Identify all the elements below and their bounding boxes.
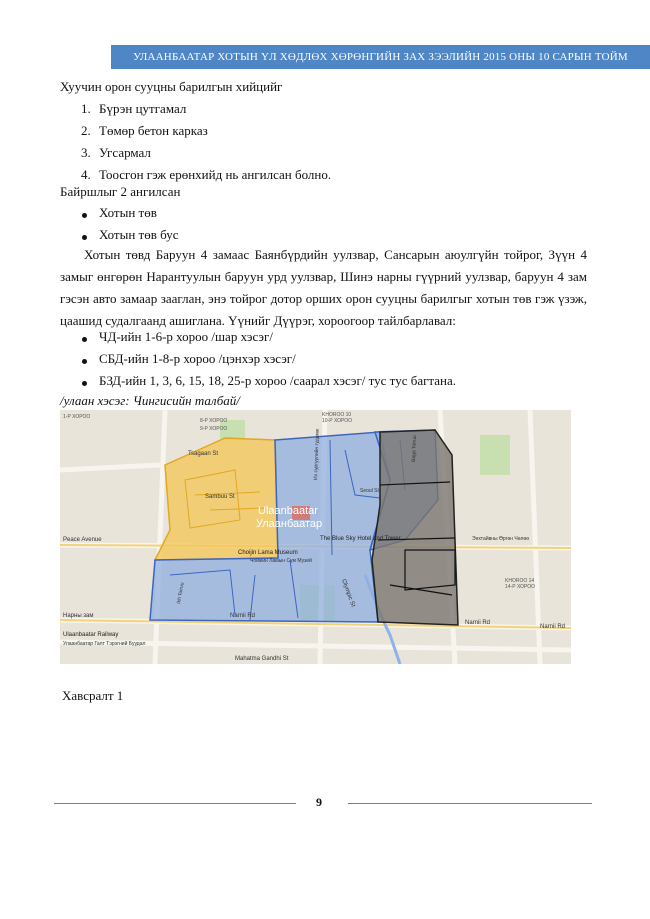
list-item: Угсармал: [99, 145, 151, 160]
area-label: KHOROO 10: [322, 412, 352, 418]
section1-heading: Хуучин орон сууцны барилгын хийцийг: [60, 79, 283, 94]
road-label: Peace Avenue: [63, 537, 102, 543]
city-label-en: Ulaanbaatar: [258, 505, 318, 517]
body-paragraph: Хотын төвд Баруун 4 замаас Баянбүрдийн уулзвар, Сансарын аюулгүйн тойрог, Зүүн 4 замыг өнгөрөн Нарантуулын баруун урд уулзвар, Шинэ нарны гүүрний уулзвар, баруун 4 зам гэсэн авто замаар зааглан, энэ тойрог дотор орших орон сууцны барилгыг хотын төв гэж үзэж, цаашид судалгаанд ашиглана. Үүнийг Дүүрэг, хороогоор тайлбарлавал:: [60, 247, 587, 328]
poi-label: Чойжин Ламын Сүм Музей: [250, 558, 312, 564]
list-item: Төмөр бетон карказ: [99, 123, 208, 138]
road-label: Ikh Toiruu: [176, 582, 186, 605]
road-label: Narnii Rd: [540, 624, 566, 630]
header-title: УЛААНБААТАР ХОТЫН ҮЛ ХӨДЛӨХ ХӨРӨНГИЙН ЗАХ ЗЭЭЛИЙН 2015 ОНЫ 10 САРЫН ТОЙМ: [133, 51, 628, 63]
area-label: 9-Р ХОРОО: [200, 426, 228, 432]
road-label: Энхтайвны Өргөн Чөлөө: [472, 536, 530, 542]
road-label: Sambuu St: [205, 494, 235, 500]
district-item: ЧД-ийн 1-6-р хороо /шар хэсэг/: [99, 329, 273, 344]
road-label: Olympic St: [340, 578, 356, 608]
section2-heading: Байршлыг 2 ангилсан: [60, 184, 181, 199]
park-area: [480, 435, 510, 475]
list-item: Тоосгон гэж ерөнхийд нь ангилсан болно.: [99, 167, 332, 182]
road-label: Нарны зам: [63, 613, 94, 619]
bullet-icon: [82, 337, 87, 342]
district-item: БЗД-ийн 1, 3, 6, 15, 18, 25-р хороо /саарал хэсэг/ тус тус багтана.: [99, 373, 457, 388]
appendix-label: Хавсралт 1: [62, 688, 124, 703]
road-label: Seoul St: [360, 488, 379, 494]
poi-label: Choijin Lama Museum: [238, 550, 298, 556]
road-label: Tsagaan St: [188, 451, 219, 457]
poi-label: Улаанбаатар Галт Тэрэгний Буудал: [63, 641, 146, 647]
poi-label: Ulaanbaatar Railway: [63, 632, 119, 638]
district-map: [60, 410, 571, 664]
city-label-mn: Улаанбаатар: [256, 518, 323, 530]
poi-label: The Blue Sky Hotel and Tower: [320, 536, 401, 542]
area-label: KHOROO 14: [505, 578, 535, 584]
list-number: 1.: [81, 101, 91, 116]
footer-rule-right: [348, 803, 592, 804]
list-number: 4.: [81, 167, 91, 182]
bullet-icon: [82, 235, 87, 240]
road-label: Baga Toiruu: [411, 435, 418, 463]
area-label: 10-Р ХОРОО: [322, 418, 353, 424]
list-item: Бүрэн цутгамал: [99, 101, 187, 116]
road-label: Narnii Rd: [465, 620, 491, 626]
footer-rule-left: [54, 803, 296, 804]
bullet-icon: [82, 359, 87, 364]
road-label: Их сургуулийн гудамж: [313, 428, 321, 481]
page-number: 9: [316, 795, 322, 809]
list-number: 3.: [81, 145, 91, 160]
road-label: Mahatma Gandhi St: [235, 656, 289, 662]
running-header: [111, 45, 650, 69]
list-item: Хотын төв бус: [99, 227, 179, 242]
road-label: Narnii Rd: [230, 613, 256, 619]
list-item: Хотын төв: [99, 205, 157, 220]
area-label: 14-Р ХОРОО: [505, 584, 536, 590]
list-number: 2.: [81, 123, 91, 138]
map-caption: /улаан хэсэг: Чингисийн талбай/: [60, 393, 240, 408]
district-item: СБД-ийн 1-8-р хороо /цэнхэр хэсэг/: [99, 351, 296, 366]
bullet-icon: [82, 213, 87, 218]
area-label: 8-Р ХОРОО: [200, 418, 228, 424]
area-label: 1-Р ХОРОО: [63, 414, 91, 420]
bullet-icon: [82, 381, 87, 386]
